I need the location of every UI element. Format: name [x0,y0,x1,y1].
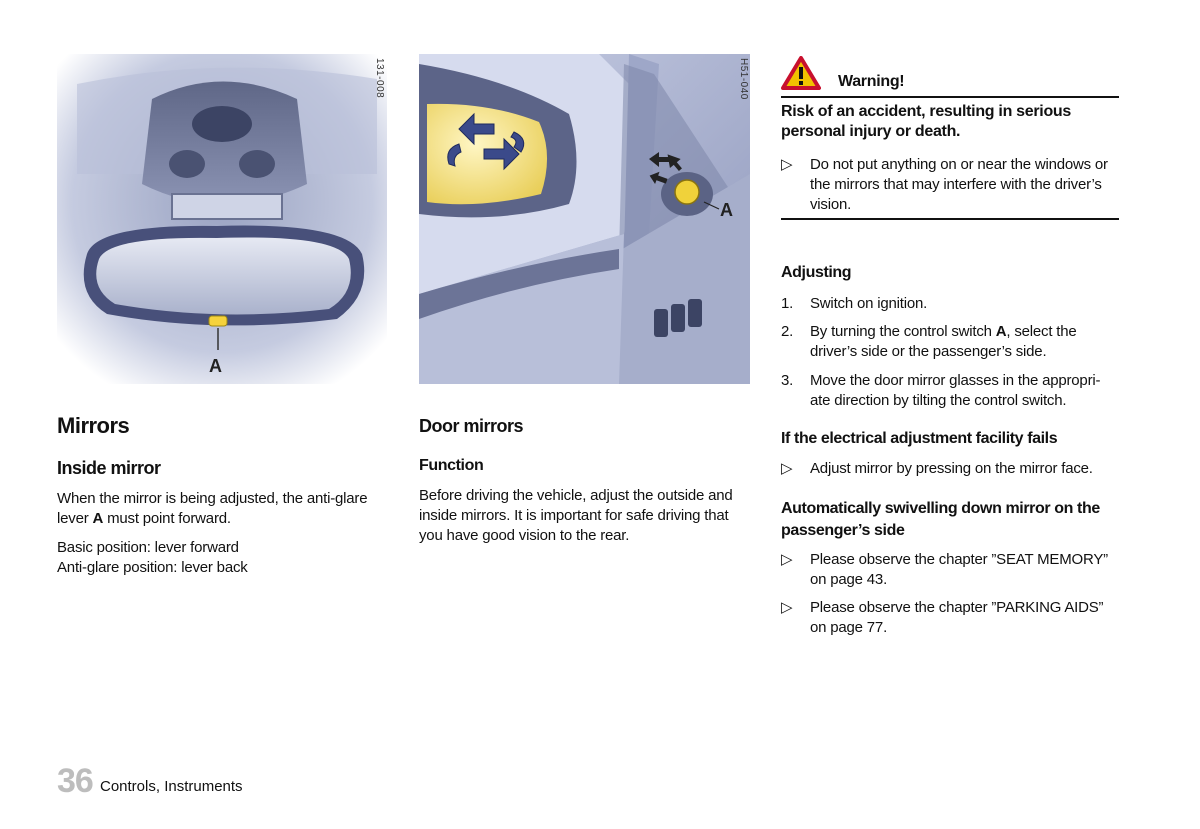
para-line: you have good vision to the rear. [419,527,630,544]
fail-item-text: Adjust mirror by pressing on the mirror face. [810,460,1093,477]
para-line: inside mirrors. It is important for safe driving that [419,507,729,524]
warning-heading-line: personal injury or death. [781,123,961,140]
line: driver’s side or the passenger’s side. [810,343,1047,360]
step-3 [781,371,1121,411]
inside-mirror-paragraph [57,489,367,529]
step-text [810,322,1077,362]
bullet-arrow-icon: ▷ [781,551,793,568]
warning-item [781,155,1121,217]
warning-label: Warning! [838,73,905,90]
step-number: 3. [781,372,794,389]
line: Move the door mirror glasses in the appropri- [810,372,1101,389]
line: the mirrors that may interfere with the driver’s [810,176,1102,193]
function-paragraph [419,486,733,546]
figure-code: 131-008 [374,58,385,99]
inside-mirror-drawing [57,54,387,384]
para-line: lever [57,510,93,527]
line: Please observe the chapter ”PARKING AIDS” [810,599,1104,616]
lever-a-ref: A [92,510,104,527]
door-mirror-drawing [419,54,750,384]
figure-code: H51-040 [738,58,749,100]
bullet-arrow-icon: ▷ [781,156,793,173]
warning-bottom-rule [781,218,1119,220]
subheading-inside-mirror: Inside mirror [57,458,161,478]
line: on page 77. [810,619,888,636]
line: on page 43. [810,571,888,588]
para-line: When the mirror is being adjusted, the anti-glare [57,490,368,507]
page-number: 36 [57,762,93,800]
warning-heading-line: Risk of an accident, resulting in serious [781,103,1071,120]
bullet-arrow-icon: ▷ [781,460,793,477]
subheading-function: Function [419,457,484,474]
step-2 [781,322,1121,362]
basic-position: Basic position: lever forward [57,539,239,556]
footer-section: Controls, Instruments [100,778,243,795]
bullet-arrow-icon: ▷ [781,599,793,616]
figure-label-a: A [720,200,733,220]
section-title-door-mirrors: Door mirrors [419,416,524,436]
line: , select the [1006,323,1077,340]
step-number: 2. [781,323,794,340]
subheading-auto-swivel [781,498,1100,542]
switch-a-ref: A [995,323,1007,340]
step-text: Switch on ignition. [810,295,928,312]
step-text [810,371,1100,411]
ref-parking-aids [781,598,1121,638]
door-mirror-illustration [419,54,750,384]
line: Do not put anything on or near the windows or [810,156,1108,173]
step-1 [781,294,1121,314]
heading-line: Automatically swivelling down mirror on the [781,500,1100,517]
para-line: Before driving the vehicle, adjust the outside and [419,487,733,504]
para-line: must point forward. [103,510,231,527]
ref-text [810,550,1108,590]
subheading-adjusting: Adjusting [781,264,852,281]
ref-seat-memory [781,550,1121,590]
warning-triangle-icon [781,56,821,90]
step-number: 1. [781,295,794,312]
antiglare-position: Anti-glare position: lever back [57,559,248,576]
inside-mirror-illustration [57,54,387,384]
section-title-mirrors: Mirrors [57,413,130,438]
subheading-adjustment-fails: If the electrical adjustment facility fails [781,430,1058,447]
heading-line: passenger’s side [781,522,905,539]
line: ate direction by tilting the control switch. [810,392,1067,409]
warning-top-rule [781,96,1119,98]
warning-item-text [810,155,1108,215]
line: Please observe the chapter ”SEAT MEMORY” [810,551,1108,568]
fail-item [781,459,1121,479]
warning-heading [781,102,1071,142]
line: vision. [810,196,852,213]
ref-text [810,598,1103,638]
positions-paragraph [57,538,248,578]
figure-label-a: A [209,356,222,376]
line: By turning the control switch [810,323,996,340]
